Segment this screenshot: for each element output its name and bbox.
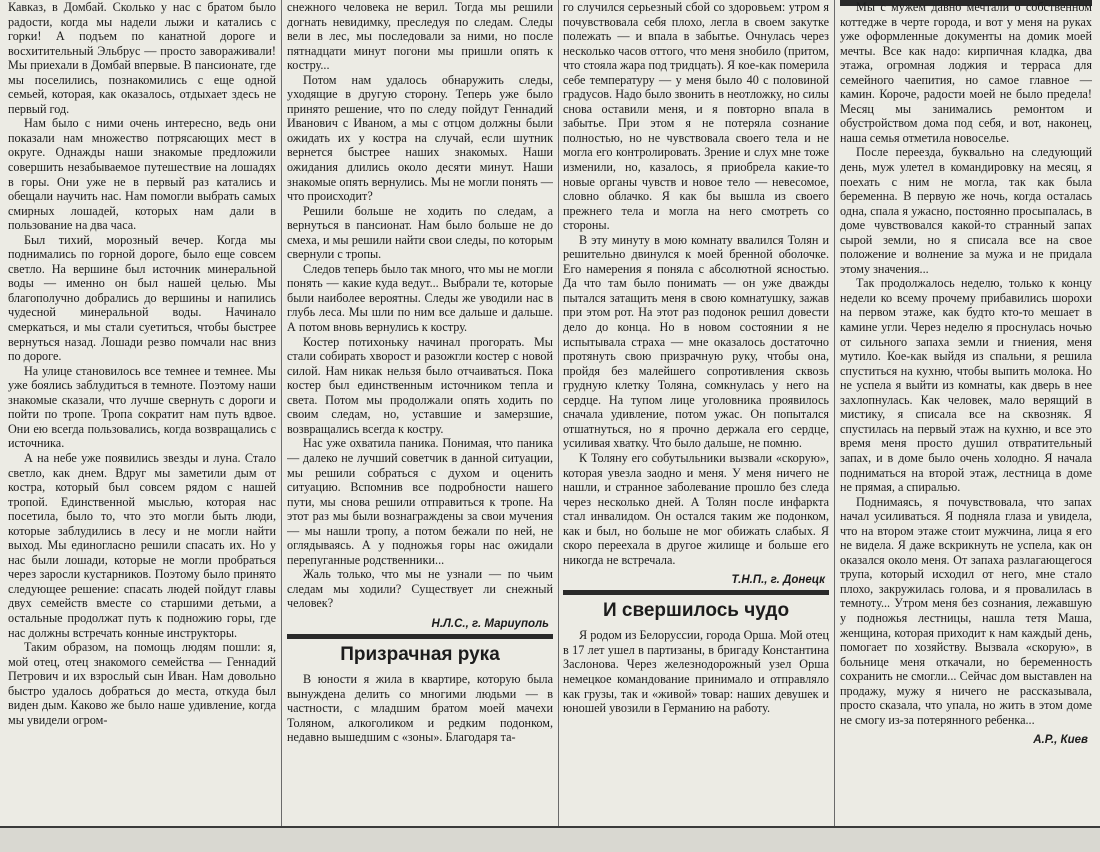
column-1 [8,0,276,840]
author-signature: Н.Л.С., г. Мариуполь [431,617,549,630]
article-paragraph: снежного человека не верил. Тогда мы решили догнать невидимку, преследуя по следам. Следы вели в лес, мы последовали за ними, но после пятнадцати минут погони мы пришли опять к костру... [287,0,553,73]
article-paragraph: Потом нам удалось обнаружить следы, уходящие в другую сторону. Теперь уже было принято решение, что по следу пойдут Геннадий Иванович с Иваном, а мы с отцом должны были ожидать их у костра на случай, если шутник вернется быстрее наших знакомых. Наши ожидания длились около десяти минут. Наши знакомые опять вернулись. Мы не могли понять — что происходит? [287,72,553,204]
article-paragraph: А на небе уже появились звезды и луна. Стало светло, как днем. Вдруг мы заметили дым от костра, который был совсем рядом с нашей тропой. Единственной мыслью, которая нас посетила, было то, что это могли быть люди, которые заблудились в лесу и не могли найти выход. Мы единогласно решили спасать их. Но у нас были лошади, которые не могли пробраться через заросли кустарников. Поэтому было принято следующее решение: спасать людей пойдут главы двух семейств вместе со старшими детьми, а остальные продолжат путь к подножию горы, где нас должны встречать конные инструкторы. [8,450,276,640]
article-paragraph: Нас уже охватила паника. Понимая, что паника — далеко не лучший советчик в данной ситуации, мы решили собраться с духом и оценить ситуацию. Вспомнив все подробности нашего пути, мы снова решили отправиться к тропе. На этот раз мы были вознаграждены за свои мучения — мы нашли тропу, а потом бежали по ней, не оглядываясь. А у подножья горы нас ожидали перепуганные родственники... [287,436,553,567]
author-signature: Т.Н.П., г. Донецк [731,574,825,587]
article-paragraph: Я родом из Белоруссии, города Орша. Мой отец в 17 лет ушел в партизаны, в бригаду Константина Заслонова. Через железнодорожный узел Орша немецкое командование принимало и отправляло как грузы, так и «живой» товар: наших девушек и юношей увозили в Германию на работу. [563,628,829,716]
article-paragraph: Таким образом, на помощь людям пошли: я, мой отец, отец знакомого семейства — Геннадий Петрович и их взрослый сын Иван. Нам довольно быстро удалось добраться до места, откуда был виден дым. Каково же было наше удивление, когда мы увидели огром- [8,640,276,727]
article-paragraph: Костер потихоньку начинал прогорать. Мы стали собирать хворост и разожгли костер с новой силой. Нам никак нельзя было отчаиваться. Пока костер был единственным источником тепла и света. Потом мы продолжали опять ходить по своим следам, но, уставшие и замерзшие, возвращались всегда к костру. [287,334,553,436]
article-paragraph: В эту минуту в мою комнату ввалился Толян и решительно двинулся к моей бренной оболочке. Его намерения я поняла с абсолютной ясностью. Да что там было понимать — он уже дважды пытался затащить меня в свою комнатушку, зажав при этом рот. На этот раз подонок решил довести дело до конца. Но в новом состоянии я не испытывала страха — мне оказалось достаточно протянуть свою призрачную руку, чтобы она, пройдя без малейшего сопротивления сквозь грудную клетку Толяна, сомкнулась у него на сердце. На тупом лице уголовника проявилось сначала удивление, потом ужас. Он попытался отшатнуться, но я прочно держала его сердце, усиливая хватку. Что было дальше, не помню. [563,232,829,451]
page-bottom-border [0,826,1100,852]
article-heading: И свершилось чудо [602,600,790,622]
heading-rule [287,634,553,639]
article-paragraph: К Толяну его собутыльники вызвали «скорую», которая увезла заодно и меня. У меня ничего не нашли, и странное заболевание прошло без следа через несколько дней. А Толян после инфаркта стал инвалидом. Он остался таким же подонком, как и был, но больше не мог обижать слабых. Я скоро переехала в другое жилище и больше его никогда не встречала. [563,450,829,567]
article-paragraph: На улице становилось все темнее и темнее. Мы уже боялись заблудиться в темноте. Поэтому наши знакомые сказали, что лучше свернуть с дороги и пойти по тропе. Тропа сократит нам путь вдвое. Они ею всегда пользовались, когда возвращались с источника. [8,363,276,451]
column-3 [563,0,829,840]
author-signature: А.Р., Киев [1033,734,1088,747]
heading-rule [563,590,829,595]
article-paragraph: Нам было с ними очень интересно, ведь они показали нам множество потрясающих мест в округе. Однажды наши знакомые предложили совершить незабываемое путешествие на лошадях в горы. Они уже не в первый раз катались и обещали научить нас. Нам помогли выбрать самых смирных лошадей, которых нам дали в пользование на два часа. [8,116,276,233]
article-paragraph: Решили больше не ходить по следам, а вернуться в пансионат. Нам было больше не до смеха, и мы решили найти свои следы, по которым свернули с тропы. [287,203,553,262]
column-2 [287,0,553,840]
article-paragraph: го случился серьезный сбой со здоровьем: утром я почувствовала себя плохо, легла в своем закутке полежать — и впала в забытье. Очнулась через несколько часов оттого, что меня знобило (притом, что стояла жара под тридцать). Я кое-как померила себе температуру — у меня было 40 с половиной градусов. Надо было звонить в неотложку, но силы снова оставили меня, и я повторно впала в забытье. При этом я не потеряла сознание полностью, но не чувствовала своего тела и не могла его контролировать. Зрение и слух мне тоже изменили, но, казалось, я приобрела какие-то новые органы чувств и новое тело — невесомое, словно облачко. Я как бы вышла из своего прежнего тела и могла на него смотреть со стороны. [563,0,829,233]
column-divider [834,0,835,840]
article-paragraph: Жаль только, что мы не узнали — по чьим следам мы ходили? Существует ли снежный человек? [287,567,553,611]
article-paragraph: Следов теперь было так много, что мы не могли понять — какие куда ведут... Выбрали те, которые были наиболее вероятны. Следы же уводили нас в глубь леса. Мы шли по ним все дальше и дальше. А потом вновь вернулись к костру. [287,261,553,335]
article-paragraph: Был тихий, морозный вечер. Когда мы поднимались по горной дороге, было еще совсем светло. На вершине был источник минеральной воды — именно он был нашей целью. Мы благополучно добрались до вершины и напились чудесной минеральной воды. Начинало смеркаться, и мы стали суетиться, чтобы быстрее вернуться назад. Лошади резво помчали нас вниз по дороге. [8,232,276,364]
column-divider [281,0,282,840]
column-divider [558,0,559,840]
article-paragraph: В юности я жила в квартире, которую была вынуждена делить со многими людьми — в частности, с младшим братом моей мачехи Толяном, алкоголиком и редким подонком, недавно вышедшим с «зоны». Благодаря та- [287,671,553,745]
article-paragraph: Так продолжалось неделю, только к концу недели ко всему прочему прибавились шорохи на первом этаже, как будто кто-то мешает в камине угли. Через неделю я проснулась ночью от сильного запаха земли и гниения, меня мутило. Кое-как выйдя из спальни, я решила спуститься на кухню, чтобы выпить молока. Но не успела я выйти из комнаты, как дверь в нее захлопнулась. Как человек, мало верящий в мистику, я списала все на сквозняк. Я спустилась на первый этаж на кухню, и все это время меня просто душил отвратительный запах, и в доме было очень холодно. Я начала подниматься на второй этаж, лестница в доме не прямая, а спиралью. [840,276,1092,495]
article-paragraph: После переезда, буквально на следующий день, муж улетел в командировку на месяц, я поехать с ним не могла, так как была беременна. В первую же ночь, когда осталась одна, спала я ужасно, постоянно просыпалась, в доме чувствовался какой-то странный запах сырой земли, но я списала все на свое положение и волнение за мужа и не придала этому значения... [840,145,1092,276]
article-paragraph: Поднимаясь, я почувствовала, что запах начал усиливаться. Я подняла глаза и увидела, что на втором этаже стоит мужчина, лица я его не видела. Я даже вскрикнуть не успела, как он оказался около меня. От запаха разлагающегося трупа, который исходил от него, мне стало плохо, закружилась голова, и я провалилась в темноту... Утром меня без сознания, лежавшую у подножья лестницы, нашла тетя Маша, женщина, которая приходит к нам каждый день, помогает по хозяйству. Вызвала «скорую», в больнице меня откачали, но беременность сохранить не смогли... Сейчас дом выставлен на продажу, мужу я ничего не рассказывала, просто сказала, что упала, но жить в этом доме не смогу из-за потерянного ребенка... [840,494,1092,727]
article-paragraph: Кавказ, в Домбай. Сколько у нас с братом было радости, когда мы надели лыжи и катались с горки! А подъем по канатной дороге и восхитительный Эльбрус — просто завораживали! Мы приехали в Домбай впервые. В пансионате, где мы поселились, познакомились с еще одной семьей, которая, как оказалось, отдыхает здесь не первый год. [8,0,276,116]
article-heading: Призрачная рука [340,643,500,665]
article-paragraph: Мы с мужем давно мечтали о собственном коттедже в черте города, и вот у меня на руках уже оформленные документы на домик моей мечты. Все как надо: кирпичная кладка, два этажа, огромная лоджия и терраса для семейного чаепития, но самое главное — камин. Короче, радости моей не было предела! Месяц мы занимались ремонтом и обустройством дома под себя, и вот, наконец, наша семья отметила новоселье. [840,0,1092,145]
column-4 [840,0,1092,840]
